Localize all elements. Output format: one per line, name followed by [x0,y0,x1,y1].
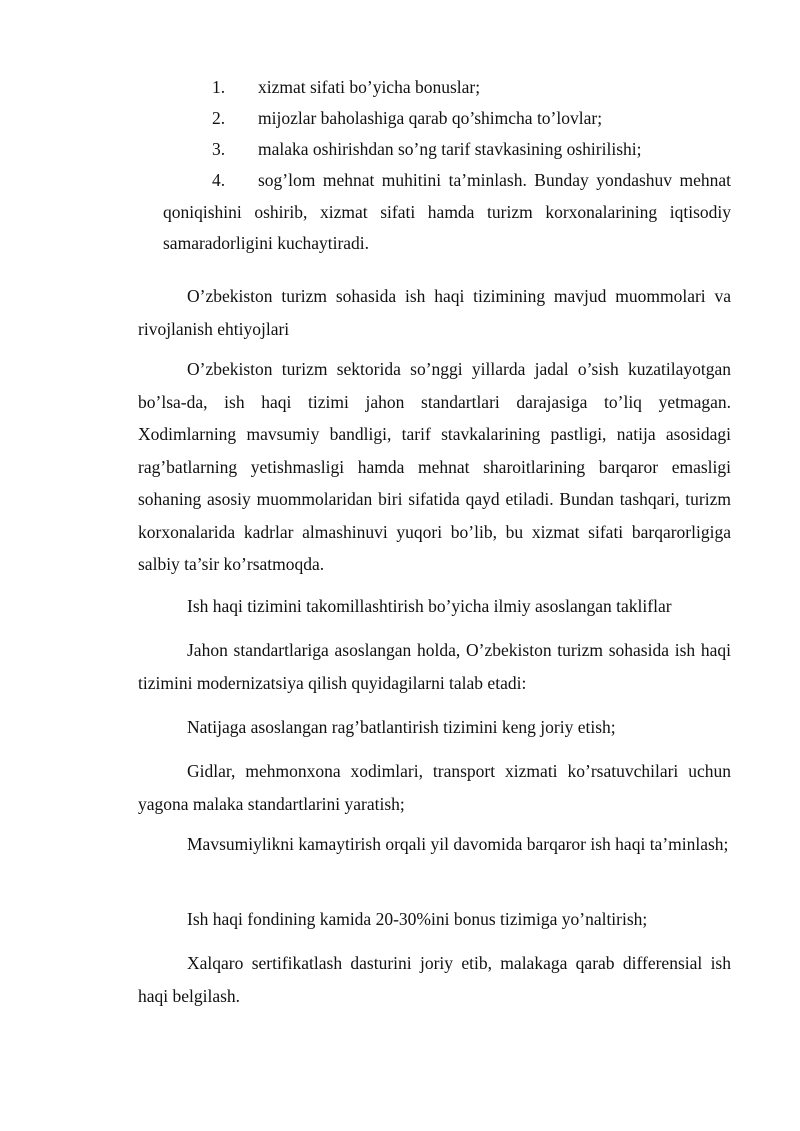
list-item [0,134,800,165]
list-item-text: malaka oshirishdan so’ng tarif stavkasining oshirilishi; [258,139,642,159]
numbered-list [0,72,800,260]
section-heading: Ish haqi tizimini takomillashtirish bo’yicha ilmiy asoslangan takliflar [187,596,672,616]
list-item-number: 4. [212,170,226,190]
list-item-text: sog’lom mehnat muhitini ta’minlash. Bunday yondashuv mehnat qoniqishini oshirib, xizmat sifati hamda turizm korxonalarining iqtisodiy samaradorligini kuchaytiradi. [163,170,731,253]
proposal-item: Xalqaro sertifikatlash dasturini joriy etib, malakaga qarab differensial ish haqi belgilash. [138,953,731,1006]
list-item-text: xizmat sifati bo’yicha bonuslar; [258,77,481,97]
proposal-item: Gidlar, mehmonxona xodimlari, transport xizmati ko’rsatuvchilari uchun yagona malaka standartlarini yaratish; [138,761,731,814]
proposal-item: Mavsumiylikni kamaytirish orqali yil davomida barqaror ish haqi ta’minlash; [187,834,729,854]
proposal-item: Natijaga asoslangan rag’batlantirish tizimini keng joriy etish; [187,717,616,737]
list-item [0,103,800,134]
list-item-number: 2. [212,108,226,128]
body-paragraph [138,634,731,699]
body-paragraph [138,947,731,1012]
paragraph-text: Jahon standartlariga asoslangan holda, O’zbekiston turizm sohasida ish haqi tizimini modernizatsiya qilish quyidagilarni talab etadi: [138,640,731,693]
list-item [0,72,800,103]
section-heading: O’zbekiston turizm sohasida ish haqi tizimining mavjud muommolari va rivojlanish ehtiyojlari [138,286,731,339]
list-item-text: mijozlar baholashiga qarab qo’shimcha to’lovlar; [258,108,603,128]
body-paragraph [138,711,731,744]
list-item-number: 1. [212,77,226,97]
list-item [0,165,800,260]
list-item-number: 3. [212,139,226,159]
paragraph-text: O’zbekiston turizm sektorida so’nggi yillarda jadal o’sish kuzatilayotgan bo’lsa-da, ish haqi tizimi jahon standartlari darajasiga to’liq yetmagan. Xodimlarning mavsumiy bandligi, tarif stavkalarining pastligi, natija asosidagi rag’batlarning yetishmasligi hamda mehnat sharoitlarining barqaror emasligi sohaning asosiy muommolaridan biri sifatida qayd etiladi. Bundan tashqari, turizm korxonalarida kadrlar almashinuvi yuqori bo’lib, bu xizmat sifati barqarorligiga salbiy ta’sir ko’rsatmoqda. [138,359,731,574]
body-paragraph [138,903,731,936]
body-paragraph [138,828,731,861]
proposal-item: Ish haqi fondining kamida 20-30%ini bonus tizimiga yo’naltirish; [187,909,648,929]
body-paragraph [138,280,731,345]
body-paragraph [138,755,731,820]
body-paragraph [138,590,731,623]
body-paragraph [138,353,731,581]
